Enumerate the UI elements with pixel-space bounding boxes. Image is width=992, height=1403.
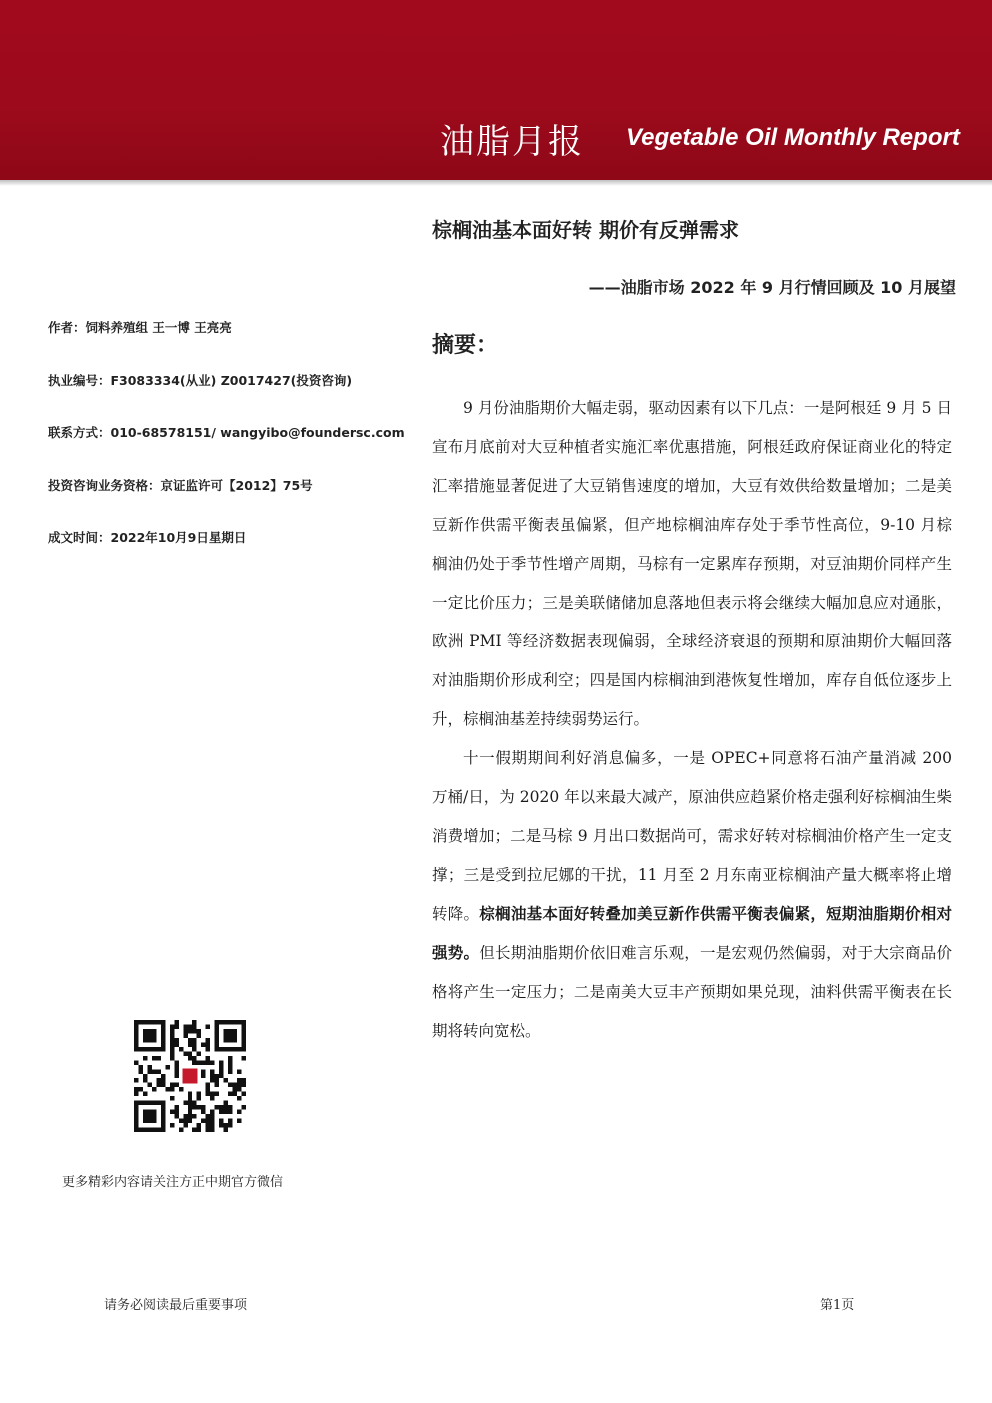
license-number-line: 执业编号：F3083334(从业) Z0017427(投资咨询) [48, 372, 353, 388]
paragraph-text: 十一假期期间利好消息偏多，一是 OPEC+同意将石油产量消减 200 万桶/日，为 2020 年以来最大减产，原油供应趋紧价格走强利好棕榈油生柴消费增加；二是马棕 9 月出口数据尚可，需求好转对棕榈油价格产生一定支撑；三是受到拉尼娜的干扰，11 月至 2 月东南亚棕榈油产量大概率将止增转降。 [432, 749, 952, 923]
footer-notice: 请务必阅读最后重要事项 [104, 1298, 248, 1313]
report-title: 棕榈油基本面好转 期价有反弹需求 [432, 218, 739, 242]
abstract-heading: 摘要： [432, 333, 499, 358]
paragraph-text: 但长期油脂期价依旧难言乐观，一是宏观仍然偏弱，对于大宗商品价格将产生一定压力；二是南美大豆丰产预期如果兑现，油料供需平衡表在长期将转向宽松。 [432, 943, 952, 1040]
abstract-paragraph [432, 739, 952, 1050]
qr-caption: 更多精彩内容请关注方正中期官方微信 [62, 1175, 284, 1190]
qualification-line: 投资咨询业务资格：京证监许可【2012】75号 [48, 477, 313, 493]
date-line: 成文时间：2022年10月9日星期日 [48, 530, 247, 545]
banner-shadow [0, 180, 992, 186]
abstract-body [432, 389, 952, 1050]
report-type-title-cn: 油脂月报 [440, 122, 584, 162]
contact-line: 联系方式：010-68578151/ wangyibo@foundersc.com [48, 425, 405, 440]
page-number: 第1页 [820, 1298, 855, 1313]
report-subtitle: ——油脂市场 2022 年 9 月行情回顾及 10 月展望 [588, 278, 956, 297]
author-line: 作者：饲料养殖组 王一博 王亮亮 [48, 320, 232, 335]
key-conclusion: 棕榈油基本面好转叠加美豆新作供需平衡表偏紧，短期油脂期价相对强势。 [432, 904, 952, 962]
abstract-paragraph: 9 月份油脂期价大幅走弱，驱动因素有以下几点：一是阿根廷 9 月 5 日宣布月底前对大豆种植者实施汇率优惠措施，阿根廷政府保证商业化的特定汇率措施显著促进了大豆销售速度的增加，大豆有效供给数量增加；二是美豆新作供需平衡表虽偏紧，但产地棕榈油库存处于季节性高位，9-10 月棕榈油仍处于季节性增产周期，马棕有一定累库存预期，对豆油期价同样产生一定比价压力；三是美联储储加息落地但表示将会继续大幅加息应对通胀，欧洲 PMI 等经济数据表现偏弱，全球经济衰退的预期和原油期价大幅回落对油脂期价形成利空；四是国内棕榈油到港恢复性增加，库存自低位逐步上升，棕榈油基差持续弱势运行。 [432, 399, 952, 729]
qr-code-icon [134, 1020, 246, 1132]
report-type-title-en: Vegetable Oil Monthly Report [626, 124, 960, 151]
author-info [48, 318, 418, 581]
brand-logo-icon [182, 1068, 197, 1083]
